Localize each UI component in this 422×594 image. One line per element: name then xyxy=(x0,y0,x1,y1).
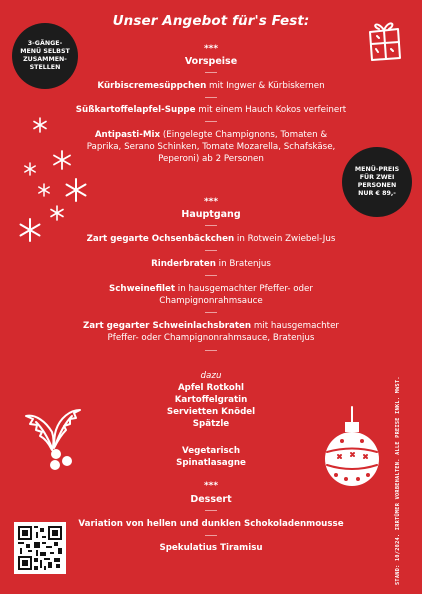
item-name: Antipasti-Mix xyxy=(94,130,161,140)
heading-vorspeise: Vorspeise xyxy=(184,56,238,67)
item-description: in Rotwein Zwiebel-Jus xyxy=(234,234,336,244)
section-divider-stars: *** xyxy=(203,481,219,491)
section-divider-stars: *** xyxy=(203,197,219,207)
section-divider-stars: *** xyxy=(203,44,219,54)
item-description: in Bratenjus xyxy=(215,259,271,269)
divider-dash xyxy=(205,510,217,511)
item-description: mit einem Hauch Kokos verfeinert xyxy=(195,105,347,115)
item-name: Schweinefilet xyxy=(109,284,176,294)
item-name: Rinderbraten xyxy=(151,259,216,269)
menu-item xyxy=(70,104,352,116)
snowflake-icon xyxy=(18,218,42,242)
sides-list xyxy=(70,382,352,430)
snowflake-icon xyxy=(37,183,51,197)
snowflake-icon xyxy=(52,150,72,170)
qr-code-pattern xyxy=(18,526,62,570)
badge-right-line: MENÜ-PREIS xyxy=(354,166,400,173)
badge-left-line: STELLEN xyxy=(29,64,61,71)
menu-item xyxy=(78,320,344,344)
item-description: mit hausgemachter Pfeffer- oder Champignonrahmsauce, Bratenjus xyxy=(107,321,339,343)
item-name: Variation von hellen und dunklen Schokoladenmousse xyxy=(78,519,344,529)
divider-dash xyxy=(205,97,217,98)
heading-hauptgang: Hauptgang xyxy=(181,209,241,220)
item-name: Spekulatius Tiramisu xyxy=(159,543,263,553)
dessert-item xyxy=(70,542,352,554)
divider-dash xyxy=(205,312,217,313)
item-description: mit Ingwer & Kürbiskernen xyxy=(206,81,325,91)
item-name: Süßkartoffelapfel-Suppe xyxy=(75,105,196,115)
vegetarian xyxy=(70,445,352,469)
menu-item xyxy=(70,258,352,270)
badge-right-line: NUR € 89,- xyxy=(358,190,396,197)
item-name: Kürbiscremesüppchen xyxy=(97,81,207,91)
side-item: Apfel Rotkohl xyxy=(177,383,245,393)
side-item: Kartoffelgratin xyxy=(174,395,248,405)
item-name: Zart gegarter Schweinlachsbraten xyxy=(83,321,252,331)
badge-left-line: ZUSAMMEN- xyxy=(23,56,67,63)
divider-dash xyxy=(205,225,217,226)
badge-right-line: FÜR ZWEI xyxy=(359,174,395,181)
footnote: STAND: 10/2024. IRRTÜMER VORBEHALTEN. ALLE PREISE INKL. MWST. xyxy=(395,376,401,585)
item-description: in hausgemachter Pfeffer- oder Champignonrahmsauce xyxy=(159,284,313,306)
menu-item xyxy=(82,129,340,165)
menu-item xyxy=(106,283,316,307)
menu-item xyxy=(70,80,352,92)
badge-left-line: 3-GÄNGE- xyxy=(27,40,63,47)
divider-dash xyxy=(205,535,217,536)
menu-item xyxy=(70,233,352,245)
badge-right-line: PERSONEN xyxy=(357,182,397,189)
vegetarian-label: Vegetarisch xyxy=(181,446,241,456)
divider-dash xyxy=(205,275,217,276)
item-name: Zart gegarte Ochsenbäckchen xyxy=(86,234,235,244)
heading-dessert: Dessert xyxy=(190,494,232,505)
qr-code xyxy=(14,522,66,574)
side-item: Servietten Knödel xyxy=(166,407,256,417)
page-title: Unser Angebot für's Fest: xyxy=(112,13,310,29)
divider-dash xyxy=(205,250,217,251)
side-item: Spätzle xyxy=(192,419,230,429)
vegetarian-item: Spinatlasagne xyxy=(176,458,246,468)
holly-icon xyxy=(22,402,84,472)
sides-label: dazu xyxy=(200,371,222,381)
snowflake-icon xyxy=(32,117,48,133)
divider-dash xyxy=(205,72,217,73)
divider-dash xyxy=(205,121,217,122)
item-description: (Eingelegte Champignons, Tomaten & Paprika, Serano Schinken, Tomate Mozarella, Schafskäse, Peperoni) ab 2 Personen xyxy=(86,130,336,164)
divider-dash xyxy=(205,350,217,351)
snowflake-icon xyxy=(23,162,37,176)
ornament-icon xyxy=(322,407,382,497)
badge-left-line: MENÜ SELBST xyxy=(20,48,70,55)
dessert-item xyxy=(70,518,352,530)
